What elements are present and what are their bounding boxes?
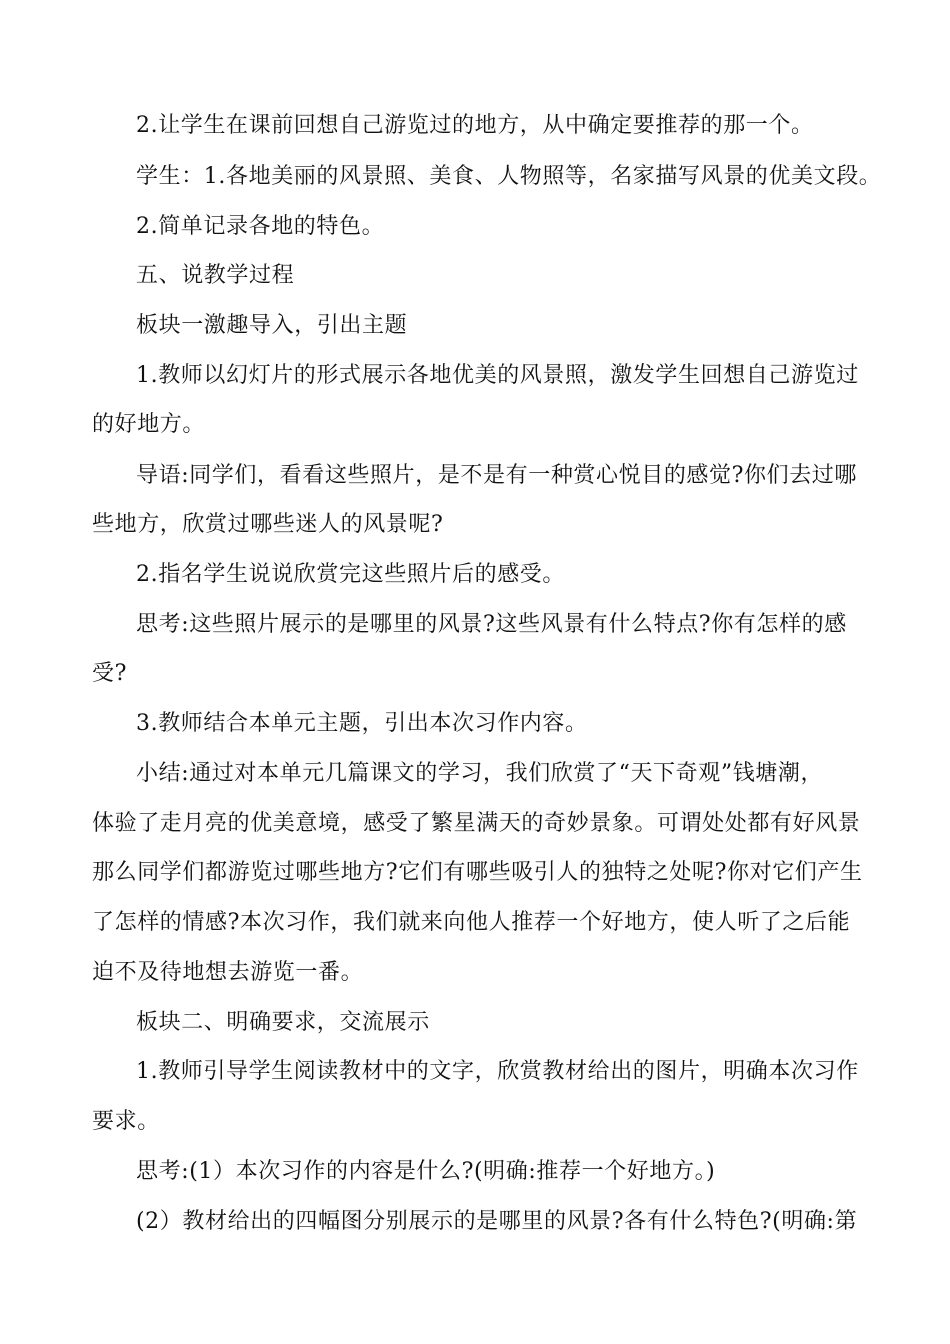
paragraph-line: 1.教师以幻灯片的形式展示各地优美的风景照，激发学生回想自己游览过 [136, 363, 859, 388]
paragraph-line: 2.让学生在课前回想自己游览过的地方，从中确定要推荐的那一个。 [136, 113, 814, 138]
subsection-heading: 板块一激趣导入，引出主题 [136, 313, 408, 338]
paragraph-line: 体验了走月亮的优美意境，感受了繁星满天的奇妙景象。可谓处处都有好风景 [92, 811, 861, 836]
paragraph-line: 1.教师引导学生阅读教材中的文字，欣赏教材给出的图片，明确本次习作 [136, 1059, 859, 1084]
paragraph-line: 要求。 [92, 1109, 160, 1134]
paragraph-line: 那么同学们都游览过哪些地方?它们有哪些吸引人的独特之处呢?你对它们产生 [92, 860, 863, 885]
paragraph-line: 迫不及待地想去游览一番。 [92, 960, 364, 985]
paragraph-line: (2）教材给出的四幅图分别展示的是哪里的风景?各有什么特色?(明确:第 [136, 1209, 858, 1234]
paragraph-line: 的好地方。 [92, 412, 206, 437]
paragraph-line: 了怎样的情感?本次习作，我们就来向他人推荐一个好地方，使人听了之后能 [92, 910, 851, 935]
paragraph-line: 思考:这些照片展示的是哪里的风景?这些风景有什么特点?你有怎样的感 [136, 612, 847, 637]
paragraph-line: 思考:(1）本次习作的内容是什么?(明确:推荐一个好地方。) [136, 1159, 716, 1184]
paragraph-line: 3.教师结合本单元主题，引出本次习作内容。 [136, 711, 588, 736]
paragraph-line: 小结:通过对本单元几篇课文的学习，我们欣赏了“天下奇观”钱塘潮， [136, 761, 824, 786]
paragraph-line: 导语:同学们，看看这些照片，是不是有一种赏心悦目的感觉?你们去过哪 [136, 463, 858, 488]
subsection-heading: 板块二、明确要求，交流展示 [136, 1010, 430, 1035]
paragraph-line: 2.指名学生说说欣赏完这些照片后的感受。 [136, 562, 565, 587]
paragraph-line: 受? [92, 661, 127, 686]
paragraph-line: 2.简单记录各地的特色。 [136, 214, 385, 239]
paragraph-line: 学生：1.各地美丽的风景照、美食、人物照等，名家描写风景的优美文段。 [136, 164, 882, 189]
paragraph-line: 些地方，欣赏过哪些迷人的风景呢? [92, 512, 444, 537]
section-heading: 五、说教学过程 [136, 263, 295, 288]
